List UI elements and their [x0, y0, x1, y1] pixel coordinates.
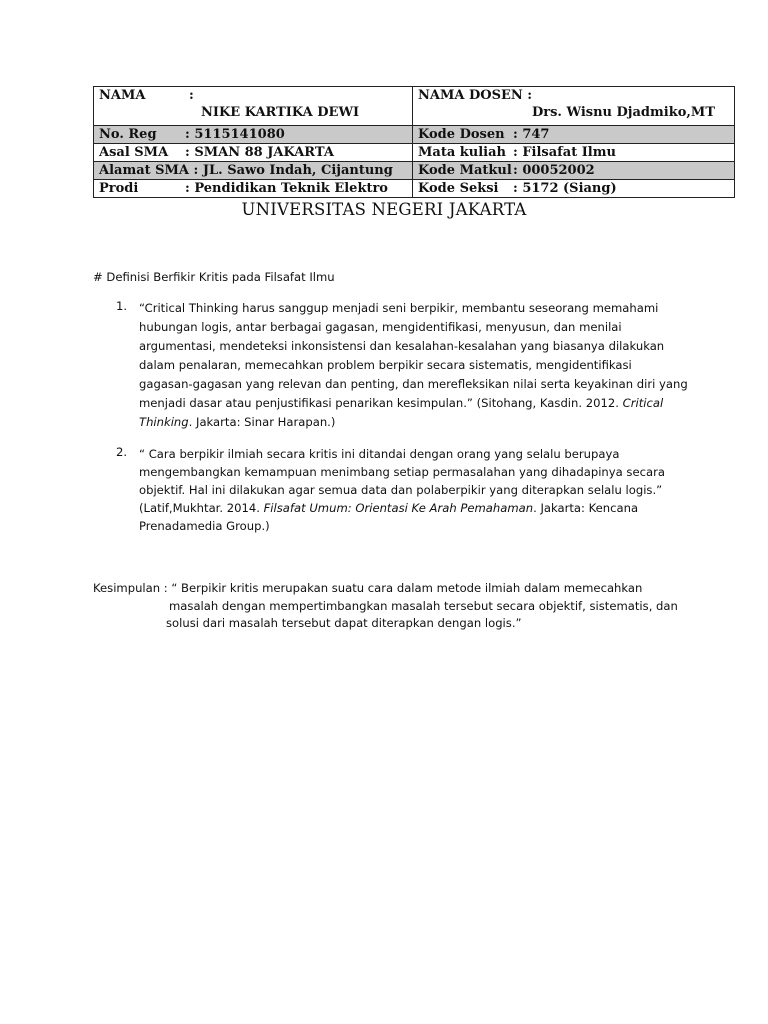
kode-dosen-value: : 747 — [513, 127, 550, 142]
citation-publisher: . Jakarta: Sinar Harapan.) — [188, 415, 336, 429]
item-line: Prenadamedia Group.) — [139, 519, 270, 533]
item-number: 2. — [116, 445, 128, 459]
kode-dosen-cell — [413, 126, 735, 144]
noreg-cell — [94, 126, 413, 144]
item-line-citation-end — [139, 413, 679, 432]
matkul-cell — [413, 144, 735, 162]
prodi-label: Prodi — [99, 181, 139, 196]
nama-value: NIKE KARTIKA DEWI — [201, 105, 360, 120]
item-line: menjadi dasar atau penjustifikasi penarikan kesimpulan.” (Sitohang, Kasdin. 2012. — [139, 396, 619, 410]
conclusion-line-2: masalah dengan mempertimbangkan masalah tersebut secara objektif, sistematis, dan — [169, 598, 678, 613]
section-heading: # Definisi Berfikir Kritis pada Filsafat Ilmu — [93, 270, 335, 284]
conclusion — [93, 580, 693, 633]
asal-sma-cell — [94, 144, 413, 162]
nama-colon: : — [189, 88, 194, 103]
prodi-value: : Pendidikan Teknik Elektro — [185, 181, 388, 196]
conclusion-line-3: solusi dari masalah tersebut dapat diterapkan dengan logis.” — [166, 616, 522, 630]
info-row-nama — [94, 87, 735, 126]
item-line: hubungan logis, antar berbagai gagasan, mengidentifikasi, menyusun, dan menilai — [139, 320, 622, 334]
matkul-value: : Filsafat Ilmu — [513, 145, 616, 160]
citation-title: Filsafat Umum: Orientasi Ke Arah Pemahaman — [263, 501, 534, 515]
item-line-with-citation — [139, 394, 679, 413]
nama-cell — [94, 87, 413, 126]
dosen-cell — [413, 87, 735, 126]
student-info-table — [93, 86, 735, 198]
alamat-label: Alamat SMA : — [99, 163, 199, 178]
item-line: “Critical Thinking harus sanggup menjadi seni berpikir, membantu seseorang memahami — [139, 301, 659, 315]
kode-seksi-cell — [413, 180, 735, 198]
item-line: dalam penalaran, memecahkan problem berpikir secara sistematis, mengidentifikasi — [139, 358, 632, 372]
info-row-prodi — [94, 180, 735, 198]
kode-matkul-cell — [413, 162, 735, 180]
citation-title-part1: Critical — [622, 396, 664, 410]
dosen-label: NAMA DOSEN : — [418, 88, 533, 103]
kode-seksi-value: : 5172 (Siang) — [513, 181, 617, 196]
university-title: UNIVERSITAS NEGERI JAKARTA — [241, 200, 527, 219]
citation-author: (Latif,Mukhtar. 2014. — [139, 501, 264, 515]
info-row-alamat — [94, 162, 735, 180]
dosen-value: Drs. Wisnu Djadmiko,MT — [531, 105, 715, 120]
item-line: argumentasi, mendeteksi inkonsistensi dan kesalahan-kesalahan yang biasanya dilakukan — [139, 339, 665, 353]
citation-publisher: . Jakarta: Kencana — [533, 501, 639, 515]
item-line: mengembangkan kemampuan menimbang setiap permasalahan yang dihadapinya secara — [139, 465, 665, 479]
item-line-with-citation — [139, 499, 679, 517]
kode-seksi-label: Kode Seksi — [418, 181, 499, 196]
asal-sma-value: : SMAN 88 JAKARTA — [185, 145, 334, 160]
kode-matkul-label: Kode Matkul — [418, 163, 512, 178]
nama-label: NAMA — [99, 88, 146, 103]
noreg-label: No. Reg — [99, 127, 157, 142]
item-line: objektif. Hal ini dilakukan agar semua data dan polaberpikir yang diterapkan selalu logis.” — [139, 483, 663, 497]
conclusion-line-1: Kesimpulan : “ Berpikir kritis merupakan suatu cara dalam metode ilmiah dalam memecahkan — [93, 581, 643, 595]
item-line: gagasan-gagasan yang relevan dan penting, dan merefleksikan nilai serta keyakinan diri yang — [139, 377, 688, 391]
citation-title-part2: Thinking — [139, 415, 189, 429]
kode-dosen-label: Kode Dosen — [418, 127, 505, 142]
kode-matkul-value: : 00052002 — [513, 163, 595, 178]
info-row-asal-sma — [94, 144, 735, 162]
prodi-cell — [94, 180, 413, 198]
alamat-value: JL. Sawo Indah, Cijantung — [202, 163, 393, 178]
noreg-value: : 5115141080 — [185, 127, 285, 142]
item-number: 1. — [116, 299, 128, 313]
item-line: “ Cara berpikir ilmiah secara kritis ini ditandai dengan orang yang selalu berupaya — [139, 447, 620, 461]
matkul-label: Mata kuliah — [418, 145, 506, 160]
alamat-cell — [94, 162, 413, 180]
asal-sma-label: Asal SMA — [99, 145, 169, 160]
info-row-noreg — [94, 126, 735, 144]
